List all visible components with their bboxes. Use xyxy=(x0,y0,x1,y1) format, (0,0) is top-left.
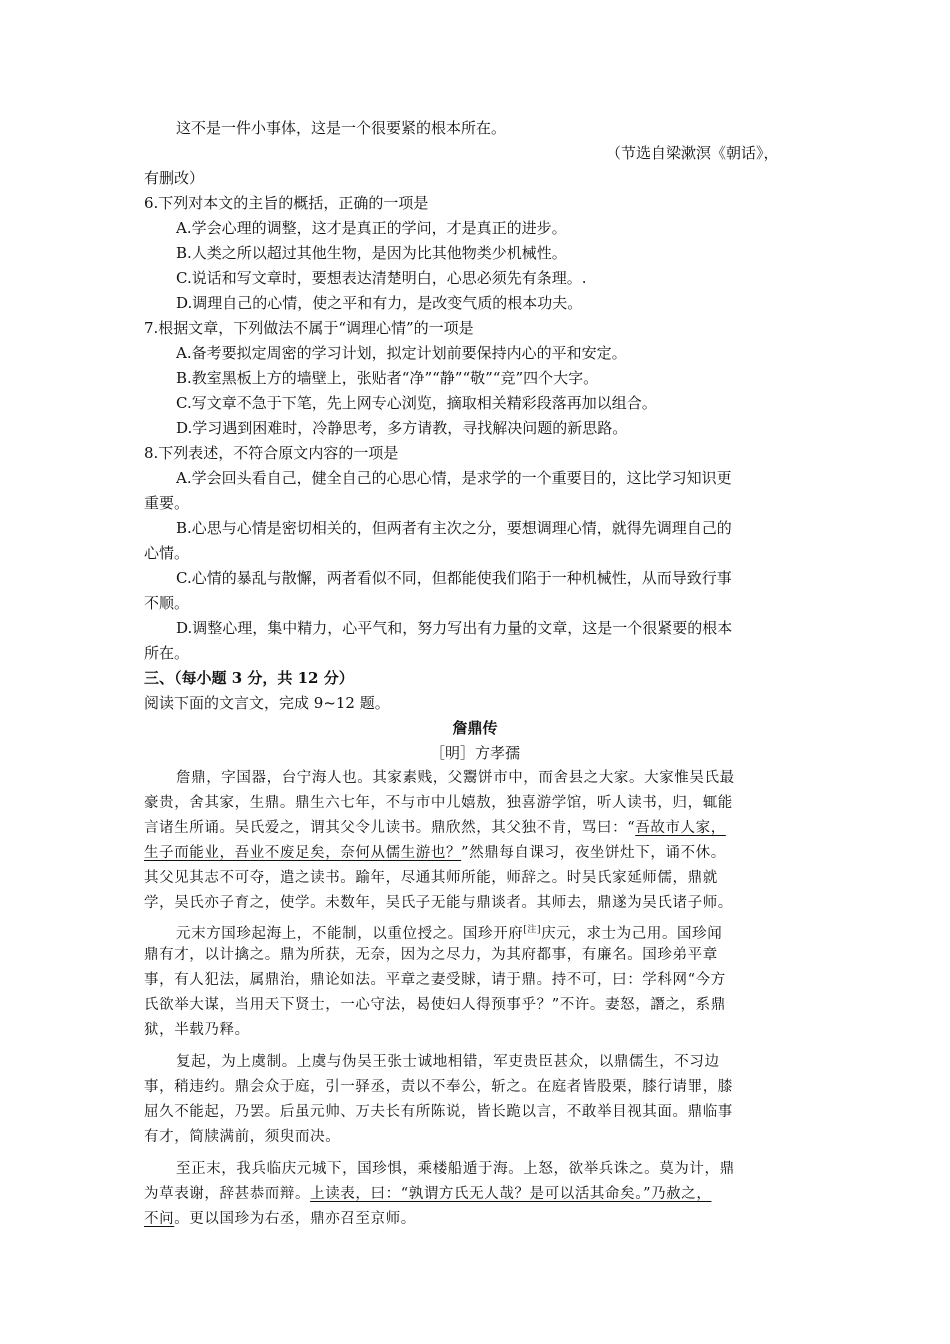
section-instruction: 阅读下面的文言文，完成 9~12 题。 xyxy=(144,694,390,712)
passage-line: 复起，为上虞制。上虞与伪吴王张士诚地相错，军吏贵臣甚众，以鼎儒生，不习边 xyxy=(176,1054,720,1070)
question-6-option-c: C.说话和写文章时，要想表达清楚明白，心思必须先有条理。. xyxy=(176,269,587,287)
passage-line: 事，有人犯法，属鼎治，鼎论如法。平章之妻受賕，请于鼎。持不可，曰：学科网“今方 xyxy=(144,972,726,988)
passage-line xyxy=(144,1184,711,1204)
question-8-stem: 8.下列表述，不符合原文内容的一项是 xyxy=(144,444,399,462)
passage-line: 豪贵，舍其家，生鼎。鼎生六七年，不与市中儿嬉敖，独喜游学馆，听人读书，归，辄能 xyxy=(144,795,733,811)
question-6-stem: 6.下列对本文的主旨的概括，正确的一项是 xyxy=(144,194,429,212)
underlined-sentence: 生子而能业，吾业不废足矣，奈何从儒生游也？ xyxy=(144,845,462,861)
passage-line: 狱，半载乃释。 xyxy=(144,1022,250,1038)
underlined-sentence: 吾故市人家， xyxy=(635,820,726,836)
passage-text: 。更以国珍为右丞，鼎亦召至京师。 xyxy=(174,1211,416,1227)
question-6-option-a: A.学会心理的调整，这才是真正的学问，才是真正的进步。 xyxy=(176,219,567,237)
question-8-option-c: C.心情的暴乱与散懈，两者看似不同，但都能使我们陷于一种机械性，从而导致行事 xyxy=(176,569,732,587)
passage-line: 詹鼎，字国器，台宁海人也。其家素贱，父鬻饼市中，而舍县之大家。大家惟吴氏最 xyxy=(176,770,735,786)
passage-text: 为草表谢，辞甚恭而辩。 xyxy=(144,1186,311,1202)
question-8-option-a: A.学会回头看自己，健全自己的心思心情，是求学的一个重要目的，这比学习知识更 xyxy=(176,469,732,487)
question-7-option-a: A.备考要拟定周密的学习计划，拟定计划前要保持内心的平和安定。 xyxy=(176,344,627,362)
passage-line xyxy=(176,920,722,944)
passage-text: ”然鼎每自课习，夜坐饼灶下，诵不休。 xyxy=(461,845,726,861)
question-8-option-a-cont: 重要。 xyxy=(144,494,190,512)
source-citation-end: 有删改） xyxy=(144,169,205,187)
passage-line: 其父见其志不可夺，遣之读书。踰年，尽通其师所能，师辞之。时吴氏家延师儒，鼎就 xyxy=(144,870,718,886)
question-7-stem: 7.根据文章，下列做法不属于“调理心情”的一项是 xyxy=(144,319,474,337)
passage-line xyxy=(144,818,726,838)
footnote-marker: [注] xyxy=(523,925,542,935)
question-7-option-b: B.教室黑板上方的墙壁上，张贴者“净”“静”“敬”“竞”四个大字。 xyxy=(176,369,599,387)
question-7-option-d: D.学习遇到困难时，冷静思考，多方请教，寻找解决问题的新思路。 xyxy=(176,419,628,437)
passage-title: 詹鼎传 xyxy=(452,719,498,737)
question-8-option-c-cont: 不顺。 xyxy=(144,594,190,612)
passage-line: 屈久不能起，乃罢。后虽元帅、万夫长有所陈说，皆长跪以言，不敢举目视其面。鼎临事 xyxy=(144,1104,733,1120)
underlined-sentence: 不问 xyxy=(144,1211,175,1227)
question-8-option-b-cont: 心情。 xyxy=(144,544,190,562)
passage-text: 庆元，求士为己用。国珍闻 xyxy=(541,925,723,942)
passage-line: 有才，简牍满前，须臾而决。 xyxy=(144,1129,341,1145)
passage-text: 元末方国珍起海上，不能制，以重位授之。国珍开府 xyxy=(176,925,524,942)
closing-line: 这不是一件小事体，这是一个很要紧的根本所在。 xyxy=(176,119,507,137)
underlined-sentence: 上读表，曰：“孰谓方氏无人哉？是可以活其命矣。”乃赦之， xyxy=(310,1186,712,1202)
question-8-option-b: B.心思与心情是密切相关的，但两者有主次之分，要想调理心情，就得先调理自己的 xyxy=(176,519,732,537)
question-6-option-d: D.调理自己的心情，使之平和有力，是改变气质的根本功夫。 xyxy=(176,294,583,312)
passage-line: 至正末，我兵临庆元城下，国珍惧，乘楼船遁于海。上怒，欲举兵诛之。莫为计，鼎 xyxy=(176,1161,735,1177)
question-8-option-d-cont: 所在。 xyxy=(144,644,190,662)
passage-line xyxy=(144,1209,416,1229)
passage-line: 学，吴氏亦子育之，使学。未数年，吴氏子无能与鼎谈者。其师去，鼎遂为吴氏诸子师。 xyxy=(144,895,733,911)
question-8-option-d: D.调整心理，集中精力，心平气和，努力写出有力量的文章，这是一个很紧要的根本 xyxy=(176,619,733,637)
section-heading: 三、（每小题 3 分，共 12 分） xyxy=(144,669,354,687)
question-6-option-b: B.人类之所以超过其他生物，是因为比其他物类少机械性。 xyxy=(176,244,567,262)
source-citation: （节选自梁漱溟《朝话》， xyxy=(606,144,779,162)
passage-text: 言诸生所诵。吴氏爱之，谓其父令儿读书。鼎欣然，其父独不肯，骂曰：“ xyxy=(144,820,636,836)
passage-line xyxy=(144,843,726,863)
question-7-option-c: C.写文章不急于下笔，先上网专心浏览，摘取相关精彩段落再加以组合。 xyxy=(176,394,657,412)
passage-author: ［明］方孝孺 xyxy=(429,744,520,762)
passage-line: 氏欲举大谋，当用天下贤士，一心守法，曷使妇人得预事乎？”不许。妻怒，譖之，系鼎 xyxy=(144,997,726,1013)
passage-line: 事，稍违约。鼎会众于庭，引一驿丞，责以不奉公，斩之。在庭者皆股栗，膝行请罪，膝 xyxy=(144,1079,733,1095)
passage-line: 鼎有才，以计擒之。鼎为所获，无奈，因为之尽力，为其府都事，有廉名。国珍弟平章 xyxy=(144,947,718,963)
